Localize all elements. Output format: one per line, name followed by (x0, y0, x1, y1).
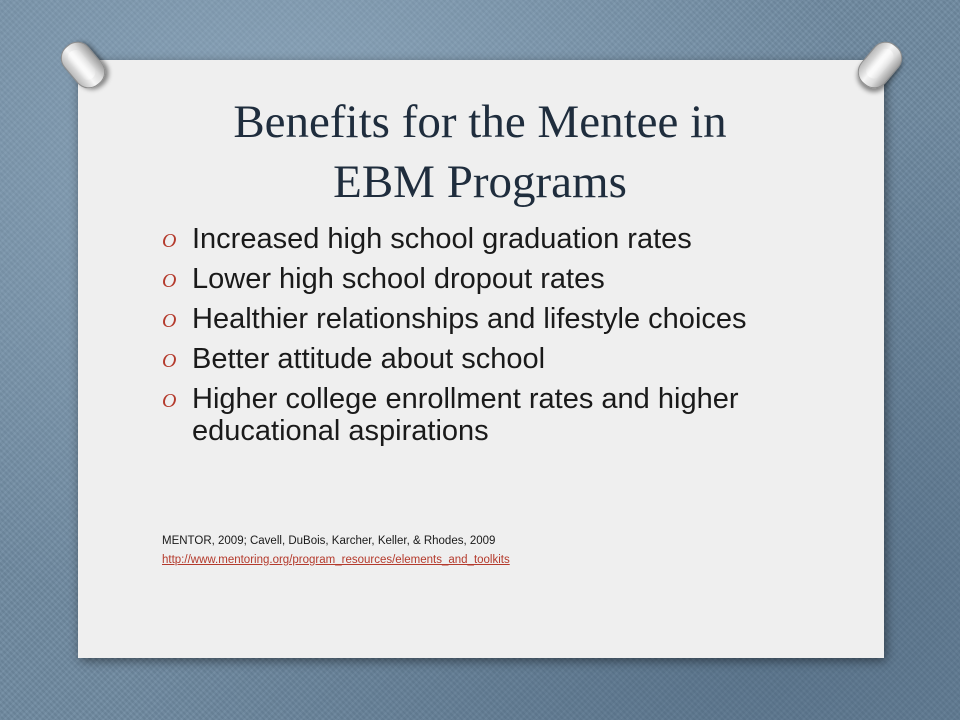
bullet-marker-icon: O (162, 350, 177, 372)
bullet-text: Healthier relationships and lifestyle choices (192, 303, 747, 335)
citation-link[interactable]: http://www.mentoring.org/program_resources/elements_and_toolkits (162, 554, 510, 566)
bullet-text: Higher college enrollment rates and higher educational aspirations (192, 383, 739, 447)
bullet-marker-icon: O (162, 230, 177, 252)
bullet-text: Increased high school graduation rates (192, 223, 692, 255)
bullet-item (162, 263, 802, 295)
bullet-list (162, 223, 802, 455)
bullet-item (162, 383, 802, 447)
slide-title-line1: Benefits for the Mentee in (233, 96, 727, 148)
bullet-item (162, 303, 802, 335)
bullet-item (162, 223, 802, 255)
bullet-text: Lower high school dropout rates (192, 263, 605, 295)
bullet-marker-icon: O (162, 310, 177, 332)
bullet-marker-icon: O (162, 270, 177, 292)
bullet-marker-icon: O (162, 390, 177, 412)
bullet-item (162, 343, 802, 375)
slide-title (0, 92, 960, 212)
slide-title-line2: EBM Programs (333, 156, 627, 208)
citation-text: MENTOR, 2009; Cavell, DuBois, Karcher, Keller, & Rhodes, 2009 (162, 535, 496, 547)
bullet-text: Better attitude about school (192, 343, 546, 375)
